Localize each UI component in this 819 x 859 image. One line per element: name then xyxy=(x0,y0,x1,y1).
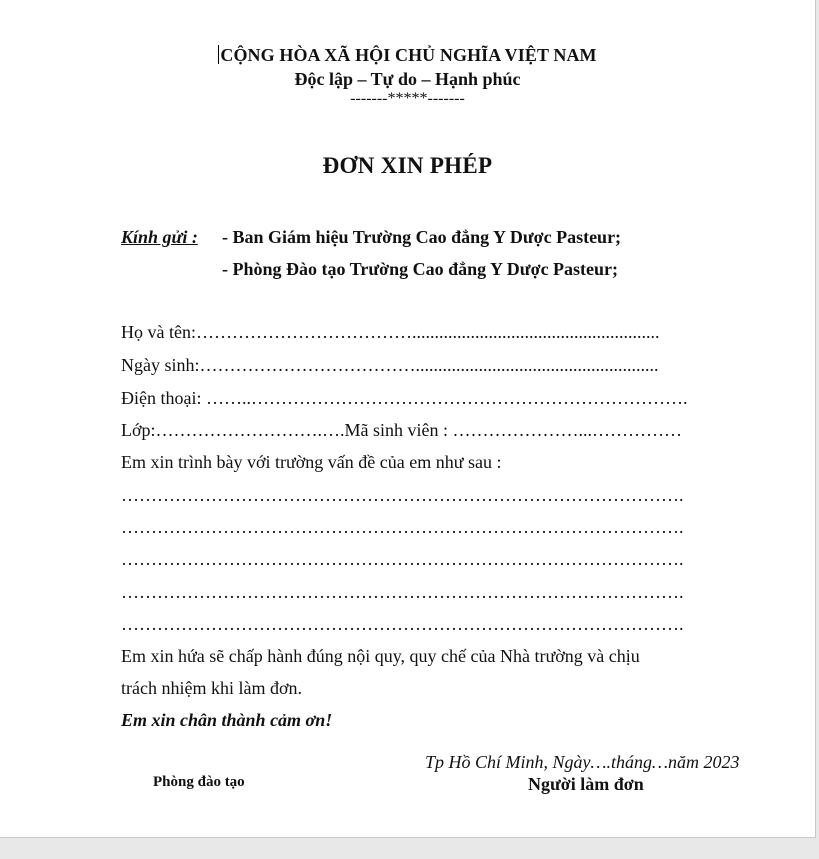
motto: Độc lập – Tự do – Hạnh phúc xyxy=(294,69,521,89)
blank-line: …………………………………………………………………………………. xyxy=(121,582,684,602)
promise-line-1: Em xin hứa sẽ chấp hành đúng nội quy, quy chế của Nhà trường và chịu xyxy=(121,646,640,666)
intro-text: Em xin trình bày với trường vấn đề của em như sau : xyxy=(121,452,502,472)
national-header-text: CỘNG HÒA XÃ HỘI CHỦ NGHĨA VIỆT NAM xyxy=(220,45,597,65)
recipient-1: - Ban Giám hiệu Trường Cao đẳng Y Dược Pasteur; xyxy=(222,227,622,247)
promise-line-2: trách nhiệm khi làm đơn. xyxy=(121,678,302,698)
document-title: ĐƠN XIN PHÉP xyxy=(322,153,493,178)
blank-line: …………………………………………………………………………………. xyxy=(121,614,684,634)
header-divider: -------*****------- xyxy=(350,90,465,107)
dob-field: Ngày sinh:………………………………...................................................... xyxy=(121,355,659,375)
thanks-text: Em xin chân thành cảm ơn! xyxy=(121,710,333,730)
signer-applicant: Người làm đơn xyxy=(528,774,644,794)
blank-line: …………………………………………………………………………………. xyxy=(121,517,684,537)
blank-line: …………………………………………………………………………………. xyxy=(121,549,684,569)
signer-office: Phòng đào tạo xyxy=(153,774,245,790)
date-line: Tp Hồ Chí Minh, Ngày….tháng…năm 2023 xyxy=(425,752,740,772)
phone-field: Điện thoại: ……..………………………………………………………………. xyxy=(121,388,688,408)
recipient-2: - Phòng Đào tạo Trường Cao đẳng Y Dược Pasteur; xyxy=(222,259,619,279)
national-header xyxy=(0,45,815,66)
blank-line: …………………………………………………………………………………. xyxy=(121,485,684,505)
recipient-label: Kính gửi : xyxy=(121,227,198,247)
name-field: Họ và tên:………………………………....................................................... xyxy=(121,322,660,342)
class-student-id-field: Lớp:……………………….….Mã sinh viên : …………………...…………… xyxy=(121,420,683,440)
